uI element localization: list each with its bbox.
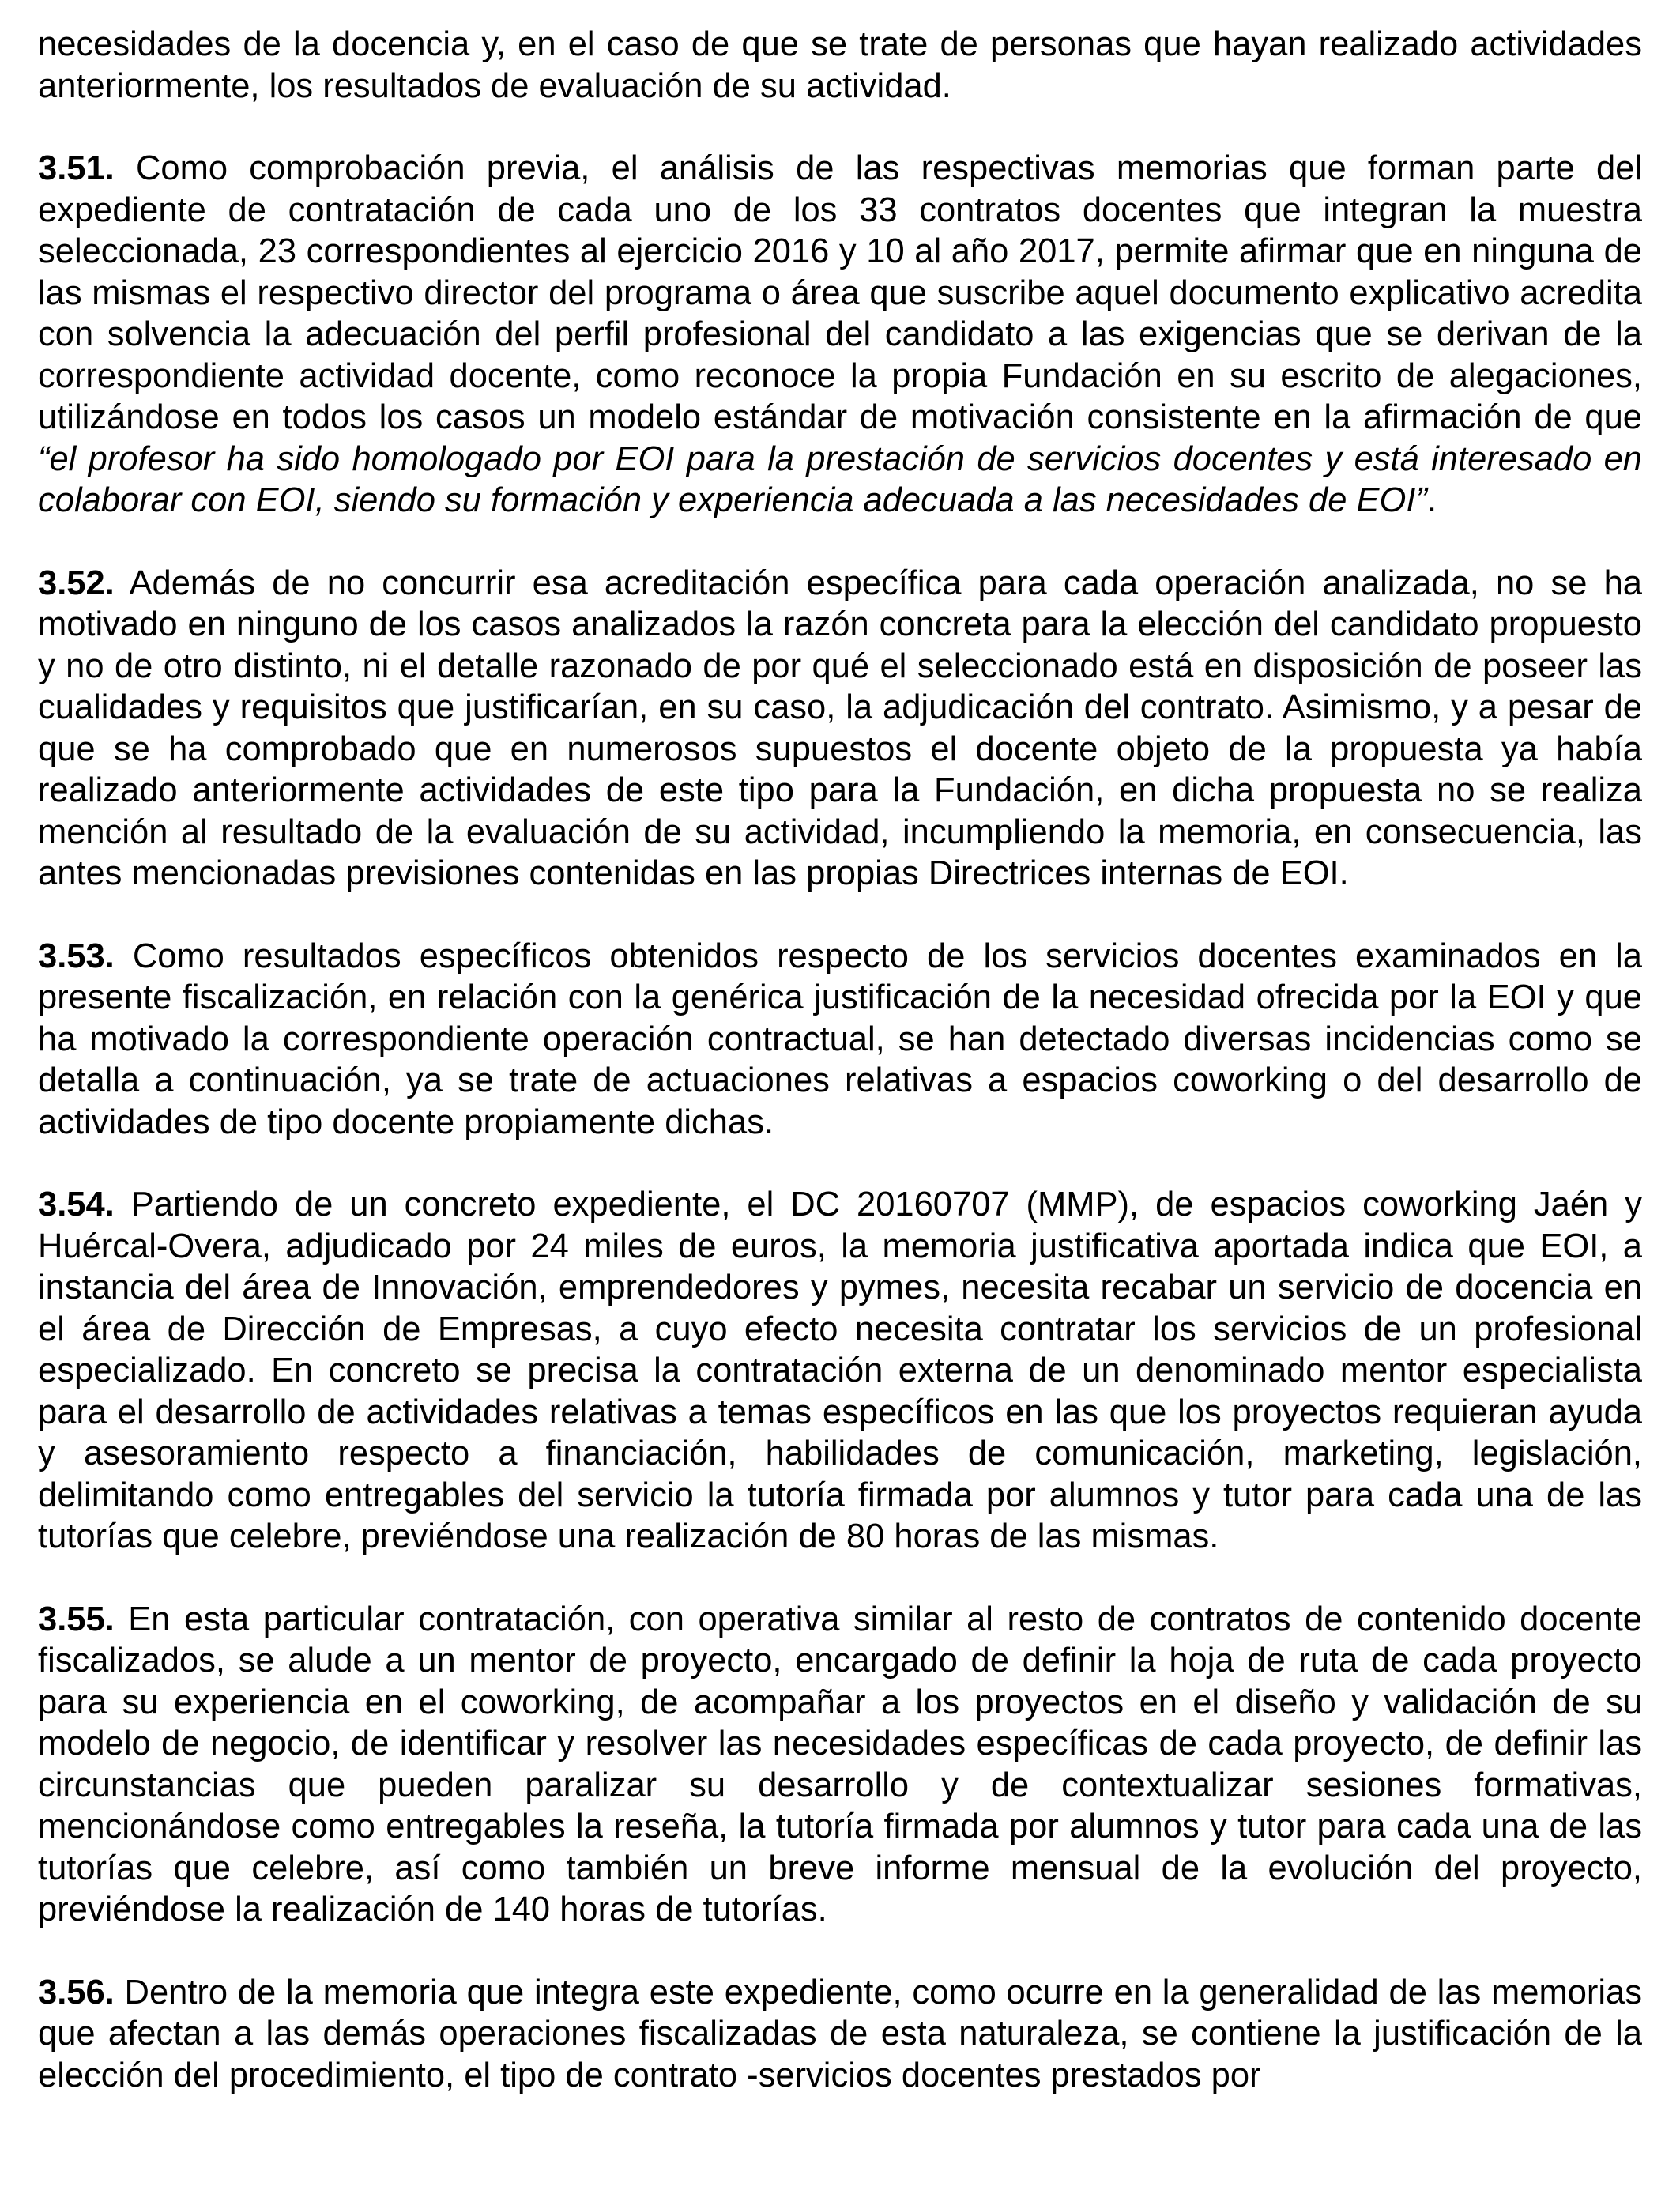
paragraph-text: Partiendo de un concreto expediente, el DC 20160707 (MMP), de espacios coworking Jaén y Huércal-Overa, adjudicado por 24 miles de euros, la memoria justificativa aportada indica que EOI, a instancia del área de Innovación, emprendedores y pymes, necesita recabar un servicio de docencia en el área de Dirección de Empresas, a cuyo efecto necesita contratar los servicios de un profesional especializado. En concreto se precisa la contratación externa de un denominado mentor especialista para el desarrollo de actividades relativas a temas específicos en las que los proyectos requieran ayuda y asesoramiento respecto a financiación, habilidades de comunicación, marketing, legislación, delimitando como entregables del servicio la tutoría firmada por alumnos y tutor para cada una de las tutorías que celebre, previéndose una realización de 80 horas de las mismas. — [38, 1186, 1642, 1555]
paragraph-text: Como comprobación previa, el análisis de las respectivas memorias que forman parte del expediente de contratación de cada uno de los 33 contratos docentes que integran la muestra seleccionada, 23 correspondientes al ejercicio 2016 y 10 al año 2017, permite afirmar que en ninguna de las mismas el respectivo director del programa o área que suscribe aquel documento explicativo acredita con solvencia la adecuación del perfil profesional del candidato a las exigencias que se derivan de la correspondiente actividad docente, como reconoce la propia Fundación en su escrito de alegaciones, utilizándose en todos los casos un modelo estándar de motivación consistente en la afirmación de que — [38, 149, 1642, 436]
paragraph-3-53 — [38, 936, 1642, 1144]
paragraph-number: 3.56. — [38, 1973, 115, 2011]
paragraph-text: necesidades de la docencia y, en el caso de que se trate de personas que hayan realizado actividades anteriormente, los resultados de evaluación de su actividad. — [38, 25, 1642, 105]
paragraph-3-55 — [38, 1599, 1642, 1931]
paragraph-text: En esta particular contratación, con operativa similar al resto de contratos de contenido docente fiscalizados, se alude a un mentor de proyecto, encargado de definir la hoja de ruta de cada proyecto para su experiencia en el coworking, de acompañar a los proyectos en el diseño y validación de su modelo de negocio, de identificar y resolver las necesidades específicas de cada proyecto, de definir las circunstancias que pueden paralizar su desarrollo y de contextualizar sesiones formativas, mencionándose como entregables la reseña, la tutoría firmada por alumnos y tutor para cada una de las tutorías que celebre, así como también un breve informe mensual de la evolución del proyecto, previéndose la realización de 140 horas de tutorías. — [38, 1600, 1642, 1928]
quoted-text: “el profesor ha sido homologado por EOI para la prestación de servicios docentes y está interesado en colaborar con EOI, siendo su formación y experiencia adecuada a las necesidades de EOI” — [38, 439, 1642, 519]
paragraph-number: 3.52. — [38, 564, 115, 602]
document-page — [38, 24, 1642, 2137]
paragraph-text: Dentro de la memoria que integra este expediente, como ocurre en la generalidad de las memorias que afectan a las demás operaciones fiscalizadas de esta naturaleza, se contiene la justificación de la elección del procedimiento, el tipo de contrato -servicios docentes prestados por — [38, 1973, 1642, 2094]
paragraph-number: 3.54. — [38, 1186, 115, 1223]
paragraph-tail: . — [1426, 481, 1437, 519]
paragraph-number: 3.55. — [38, 1600, 115, 1638]
paragraph-text: Además de no concurrir esa acreditación específica para cada operación analizada, no se ha motivado en ninguno de los casos analizados la razón concreta para la elección del candidato propuesto y no de otro distinto, ni el detalle razonado de por qué el seleccionado está en disposición de poseer las cualidades y requisitos que justificarían, en su caso, la adjudicación del contrato. Asimismo, y a pesar de que se ha comprobado que en numerosos supuestos el docente objeto de la propuesta ya había realizado anteriormente actividades de este tipo para la Fundación, en dicha propuesta no se realiza mención al resultado de la evaluación de su actividad, incumpliendo la memoria, en consecuencia, las antes mencionadas previsiones contenidas en las propias Directrices internas de EOI. — [38, 564, 1642, 892]
paragraph-3-51 — [38, 148, 1642, 522]
paragraph-3-56 — [38, 1972, 1642, 2097]
paragraph-number: 3.51. — [38, 149, 115, 187]
paragraph-3-54 — [38, 1184, 1642, 1558]
paragraph-text: Como resultados específicos obtenidos respecto de los servicios docentes examinados en la presente fiscalización, en relación con la genérica justificación de la necesidad ofrecida por la EOI y que ha motivado la correspondiente operación contractual, se han detectado diversas incidencias como se detalla a continuación, ya se trate de actuaciones relativas a espacios coworking o del desarrollo de actividades de tipo docente propiamente dichas. — [38, 937, 1642, 1141]
paragraph-number: 3.53. — [38, 937, 115, 975]
paragraph-3-52 — [38, 563, 1642, 895]
intro-paragraph — [38, 24, 1642, 107]
